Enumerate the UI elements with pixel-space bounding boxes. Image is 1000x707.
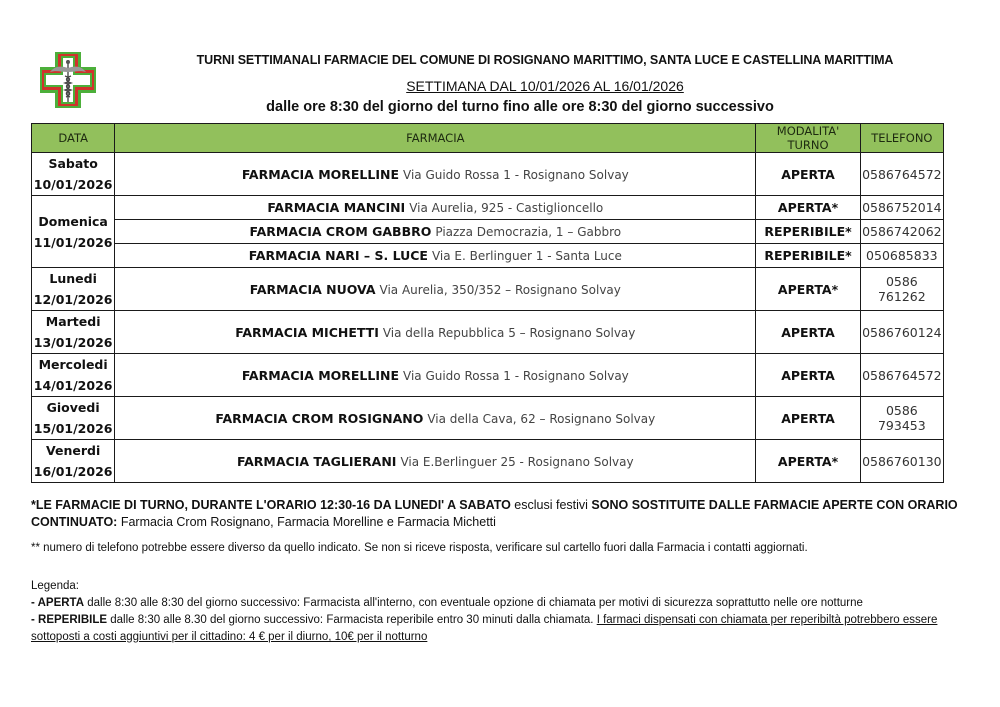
day-date: 12/01/2026	[33, 292, 113, 307]
note-text: Farmacia Crom Rosignano, Farmacia Morelline e Farmacia Michetti	[117, 515, 496, 529]
phone-number: 0586 793453	[860, 397, 943, 440]
shift-mode: APERTA*	[756, 268, 860, 311]
phone-number: 0586742062	[860, 220, 943, 244]
shift-mode: APERTA	[756, 397, 860, 440]
table-row	[32, 311, 944, 354]
pharmacy-address: Via Aurelia, 350/352 – Rosignano Solvay	[379, 282, 621, 297]
day-date: 11/01/2026	[33, 234, 113, 250]
table-row	[32, 397, 944, 440]
week-range: SETTIMANA DAL 10/01/2026 AL 16/01/2026	[406, 78, 684, 94]
shift-hours: dalle ore 8:30 del giorno del turno fino alle ore 8:30 del giorno successivo	[266, 99, 774, 115]
note-text: esclusi festivi	[510, 498, 592, 512]
shift-mode: APERTA*	[756, 196, 860, 220]
pharmacy-name: FARMACIA MORELLINE	[241, 367, 400, 383]
pharmacy-name: FARMACIA MORELLINE	[241, 166, 400, 182]
date-cell	[32, 268, 115, 311]
day-date: 16/01/2026	[33, 464, 113, 479]
day-name: Sabato	[48, 156, 98, 171]
table-row	[32, 354, 944, 397]
pharmacy-cell	[115, 311, 756, 354]
pharmacy-address: Via della Cava, 62 – Rosignano Solvay	[427, 411, 656, 426]
day-name: Giovedi	[46, 400, 100, 415]
legend-title: Legenda:	[31, 580, 79, 592]
pharmacy-address: Via Guido Rossa 1 - Rosignano Solvay	[403, 368, 629, 383]
day-date: 10/01/2026	[33, 177, 113, 192]
legend-aperta	[31, 595, 961, 612]
shift-mode: APERTA*	[756, 440, 860, 483]
pharmacy-address: Piazza Democrazia, 1 – Gabbro	[435, 225, 622, 239]
phone-number: 0586 761262	[860, 268, 943, 311]
table-row	[32, 153, 944, 196]
pharmacy-address: Via Guido Rossa 1 - Rosignano Solvay	[403, 167, 629, 182]
date-cell	[32, 397, 115, 440]
phone-number: 0586764572	[860, 354, 943, 397]
table-row	[32, 196, 944, 220]
shift-mode: REPERIBILE*	[756, 220, 860, 244]
pharmacy-name: FARMACIA MICHETTI	[235, 324, 379, 340]
column-header-date: DATA	[32, 124, 115, 153]
pharmacy-cell	[115, 220, 756, 244]
day-name: Domenica	[38, 213, 108, 229]
shift-mode: APERTA	[756, 311, 860, 354]
table-row	[32, 440, 944, 483]
shift-mode: REPERIBILE*	[756, 244, 860, 268]
pharmacy-cell	[115, 268, 756, 311]
legend-label: - APERTA	[31, 597, 85, 609]
pharmacy-cross-caduceus-icon	[38, 50, 98, 110]
table-header-row	[32, 124, 944, 153]
date-cell	[32, 354, 115, 397]
pharmacy-address: Via E. Berlinguer 1 - Santa Luce	[431, 249, 622, 263]
day-date: 13/01/2026	[33, 335, 113, 350]
pharmacy-cell	[115, 244, 756, 268]
table-row	[32, 244, 944, 268]
pharmacy-name: FARMACIA NARI – S. LUCE	[248, 248, 428, 263]
phone-number: 0586764572	[860, 153, 943, 196]
legend-text: dalle 8:30 alle 8:30 del giorno successivo: Farmacista all'interno, con eventuale opzione di chiamata per motivi di sicurezza soprattutto nelle ore notturne	[84, 597, 863, 609]
table-row	[32, 268, 944, 311]
pharmacy-cell	[115, 354, 756, 397]
pharmacy-cell	[115, 196, 756, 220]
continuous-hours-note	[31, 497, 961, 531]
pharmacy-address: Via della Repubblica 5 – Rosignano Solvay	[382, 325, 636, 340]
table-row	[32, 220, 944, 244]
note-text: SONO SOSTITUITE DALLE FARMACIE APERTE CON ORARIO CONTINUATO:	[31, 498, 958, 529]
date-cell	[32, 196, 115, 268]
day-name: Venerdi	[46, 443, 101, 458]
pharmacy-name: FARMACIA TAGLIERANI	[237, 453, 397, 469]
legend	[31, 578, 961, 646]
shift-mode: APERTA	[756, 153, 860, 196]
phone-number: 0586760124	[860, 311, 943, 354]
legend-cost-note: I farmaci dispensati con chiamata per reperibiltà potrebbero essere sottoposti a costi aggiuntivi per il cittadino: 4 € per il diurno, 10€ per il notturno	[31, 614, 938, 643]
pharmacy-cell	[115, 440, 756, 483]
legend-text: dalle 8:30 alle 8.30 del giorno successivo: Farmacista reperibile entro 30 minuti dalla chiamata.	[107, 614, 597, 626]
pharmacy-cell	[115, 397, 756, 440]
column-header-phone: TELEFONO	[860, 124, 943, 153]
day-name: Mercoledi	[38, 357, 108, 372]
phone-number: 050685833	[860, 244, 943, 268]
pharmacy-name: FARMACIA NUOVA	[249, 281, 376, 297]
pharmacy-shifts-table	[31, 123, 944, 483]
column-header-mode: MODALITA' TURNO	[756, 124, 860, 153]
date-cell	[32, 153, 115, 196]
day-name: Lunedi	[49, 271, 97, 286]
document-title: TURNI SETTIMANALI FARMACIE DEL COMUNE DI ROSIGNANO MARITTIMO, SANTA LUCE E CASTELLINA MARITTIMA	[196, 53, 894, 67]
phone-number: 0586752014	[860, 196, 943, 220]
pharmacy-name: FARMACIA CROM GABBRO	[249, 224, 432, 239]
note-text: *LE FARMACIE DI TURNO, DURANTE L'ORARIO 12:30-16 DA LUNEDI' A SABATO	[31, 498, 511, 512]
column-header-pharmacy: FARMACIA	[115, 124, 756, 153]
pharmacy-name: FARMACIA CROM ROSIGNANO	[215, 410, 424, 426]
phone-number: 0586760130	[860, 440, 943, 483]
pharmacy-name: FARMACIA MANCINI	[267, 200, 406, 215]
day-date: 15/01/2026	[33, 421, 113, 436]
legend-label: - REPERIBILE	[31, 614, 108, 626]
day-name: Martedi	[45, 314, 101, 329]
date-cell	[32, 440, 115, 483]
shift-mode: APERTA	[756, 354, 860, 397]
day-date: 14/01/2026	[33, 378, 113, 393]
pharmacy-address: Via Aurelia, 925 - Castiglioncello	[409, 201, 604, 215]
phone-disclaimer-note: ** numero di telefono potrebbe essere diverso da quello indicato. Se non si riceve risposta, verificare sul cartello fuori dalla Farmacia i contatti aggiornati.	[31, 542, 808, 554]
pharmacy-address: Via E.Berlinguer 25 - Rosignano Solvay	[400, 454, 634, 469]
legend-reperibile	[31, 612, 961, 646]
pharmacy-cell	[115, 153, 756, 196]
date-cell	[32, 311, 115, 354]
